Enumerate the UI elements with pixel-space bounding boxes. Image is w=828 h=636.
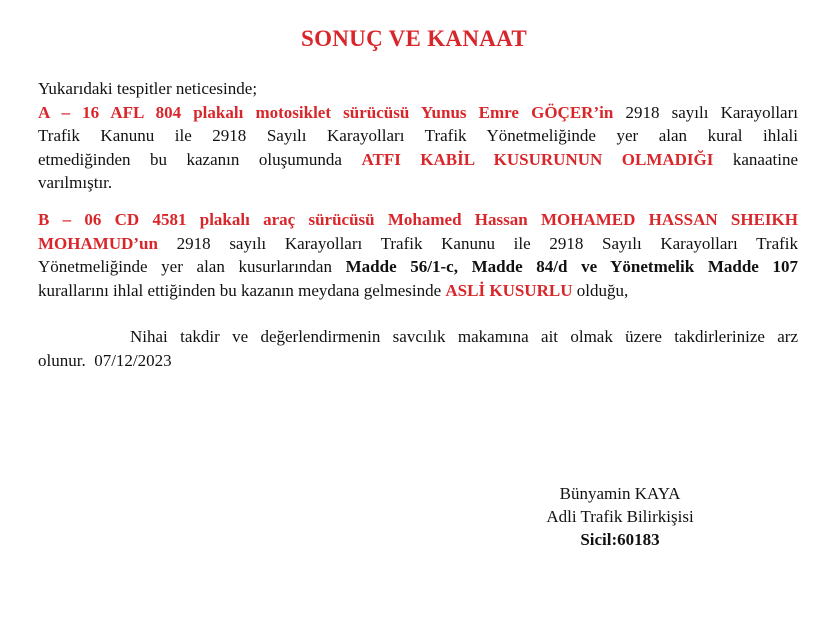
signer-role: Adli Trafik Bilirkişisi <box>546 507 694 526</box>
section-b-verdict: ASLİ KUSURLU <box>445 280 573 300</box>
closing-line-1: Nihai takdir ve değerlendirmenin savcılık makamına ait olmak üzere takdirlerinize arz <box>130 327 798 346</box>
section-a-lead: A – 16 AFL 804 plakalı motosiklet sürücüsü Yunus Emre GÖÇER’in <box>38 102 614 122</box>
section-a-line-4: varılmıştır. <box>38 173 113 192</box>
section-a-line-2: Trafik Kanunu ile 2918 Sayılı Karayolları Trafik Yönetmeliğinde yer alan kural ihlali <box>38 126 798 145</box>
signature-block <box>520 482 720 551</box>
section-b-line-3: Yönetmeliğinde yer alan kusurlarından Madde 56/1-c, Madde 84/d ve Yönetmelik Madde 107 <box>38 257 799 276</box>
closing-line-2: olunur. 07/12/2023 <box>38 350 172 370</box>
page-title: SONUÇ VE KANAAT <box>300 26 527 51</box>
section-b-line-2: MOHAMUD’un 2918 sayılı Karayolları Trafik Kanunu ile 2918 Sayılı Karayolları Trafik <box>38 233 799 253</box>
section-a-verdict: ATFI KABİL KUSURUNUN OLMADIĞI <box>361 149 714 169</box>
signer-name: Bünyamin KAYA <box>559 484 681 503</box>
section-b <box>38 208 798 302</box>
section-a-line-1: A – 16 AFL 804 plakalı motosiklet sürücüsü Yunus Emre GÖÇER’in 2918 sayılı Karayolları <box>38 102 798 122</box>
section-a-line-3: etmediğinden bu kazanın oluşumunda ATFI KABİL KUSURUNUN OLMADIĞI kanaatine <box>38 149 799 169</box>
signer-registry: Sicil:60183 <box>580 530 660 549</box>
report-date: 07/12/2023 <box>94 350 172 370</box>
section-b-articles: Madde 56/1-c, Madde 84/d ve Yönetmelik Madde 107 <box>345 257 799 276</box>
intro-line: Yukarıdaki tespitler neticesinde; <box>38 79 258 98</box>
section-b-line-4: kurallarını ihlal ettiğinden bu kazanın meydana gelmesinde ASLİ KUSURLU olduğu, <box>38 280 629 300</box>
section-a <box>38 77 798 195</box>
section-b-lead: B – 06 CD 4581 plakalı araç sürücüsü Mohamed Hassan MOHAMED HASSAN SHEIKH <box>38 210 798 229</box>
closing <box>38 325 798 372</box>
